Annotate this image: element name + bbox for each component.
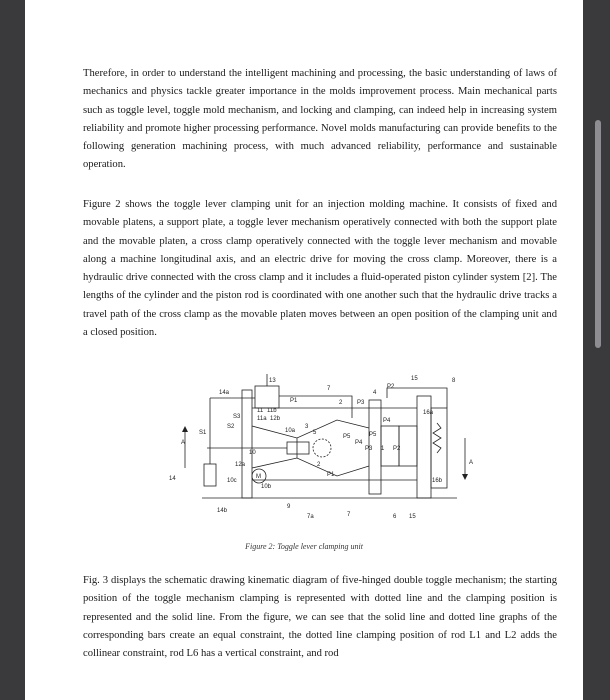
label: 11a [257,416,267,422]
label: A [469,460,474,466]
label: P2 [387,384,395,390]
label: 3 [305,424,309,430]
label: 8 [452,378,456,384]
label: P4 [383,418,391,424]
fixed-platen-frame [431,408,447,488]
label: 2 [339,400,343,406]
label: P3 [357,400,365,406]
label: 9 [287,504,291,510]
clamping-unit-diagram [147,368,477,538]
arrow-down-icon [462,474,468,480]
support-plate [242,390,252,498]
label: 7 [327,386,331,392]
paragraph-intro: Therefore, in order to understand the intelligent machining and processing, the basic understanding of laws of mechanics and physics tackle greater importance in the molds improvement process. Main mechanical parts such as toggle level, toggle mold mechanism, and locking and clamping, can indeed help in increasing system reliability and promote higher processing performance. Novel molds manufacturing can provide benefits to the following generation machining process, with much advanced reliability, performance and sustainable operation. [83,68,557,171]
label: 12b [270,416,281,422]
label: 14 [169,476,176,482]
label: 10 [249,450,256,456]
label: 15 [411,376,418,382]
hydraulic-line-right [307,396,352,418]
document-page [25,0,583,700]
label: 7a [307,514,314,520]
label: 11 [257,408,264,414]
control-unit [204,464,216,486]
label: 6 [393,514,397,520]
label: 11b [267,408,277,414]
arrow-up-icon [182,426,188,432]
label: P3 [365,446,373,452]
label: 4 [373,390,377,396]
label: P1 [327,472,335,478]
label: 7 [347,512,351,518]
label: P4 [355,440,363,446]
label: 10b [261,484,272,490]
hydraulic-cylinder [255,386,279,408]
label: 10a [285,428,296,434]
toggle-link-lower [252,458,369,476]
cross-clamp [287,442,309,454]
label: P5 [369,432,377,438]
label: 16b [432,478,443,484]
label: 15 [409,514,416,520]
label: 1 [381,446,385,452]
label: S2 [227,424,235,430]
label: S1 [199,430,207,436]
label: S3 [233,414,241,420]
label: P1 [290,398,298,404]
label: 2 [317,462,321,468]
label: 14a [219,390,230,396]
label: P5 [343,434,351,440]
label: A [181,440,186,446]
label: 5 [313,430,317,436]
gear-ring [313,439,331,457]
label: 12a [235,462,246,468]
label: P2 [393,446,401,452]
label: 10c [227,478,237,484]
label: 16a [423,410,434,416]
label: M [256,474,261,480]
label: 14b [217,508,228,514]
label: 13 [269,378,276,384]
toggle-link-upper [252,420,369,438]
mold-half-fixed [399,426,417,466]
spring [433,423,441,453]
toggle-lever-clamping-figure [147,368,477,543]
paragraph-figure-3-description: Fig. 3 displays the schematic drawing kinematic diagram of five-hinged double toggle mechanism; the starting position of the toggle mechanism clamping is represented with dotted line and the clamping position is represented and the solid line. From the figure, we can see that the solid line and dotted line graphs of the corresponding bars create an equal constraint, the dotted line clamping position of rod L1 and L2 adds the collinear constraint, rod L6 has a vertical constraint, and rod [83,575,557,660]
figure-caption: Figure 2: Toggle lever clamping unit [245,542,363,551]
vertical-scrollbar[interactable] [595,120,601,348]
paragraph-figure-2-description: Figure 2 shows the toggle lever clamping unit for an injection molding machine. It consists of fixed and movable platens, a support plate, a toggle lever mechanism operatively connected with both the support plate and the movable platen, a cross clamp operatively connected with the toggle lever mechanism and movable along a machine longitudinal axis, and an electric drive for moving the cross clamp. Moreover, there is a hydraulic drive connected with the cross clamp and it includes a fluid-operated piston cylinder system [2]. The lengths of the cylinder and the piston rod is coordinated with one another such that the hydraulic drive tracks a travel path of the cross clamp as the movable platen moves between an open position of the clamping unit and a closed position. [83,199,557,339]
